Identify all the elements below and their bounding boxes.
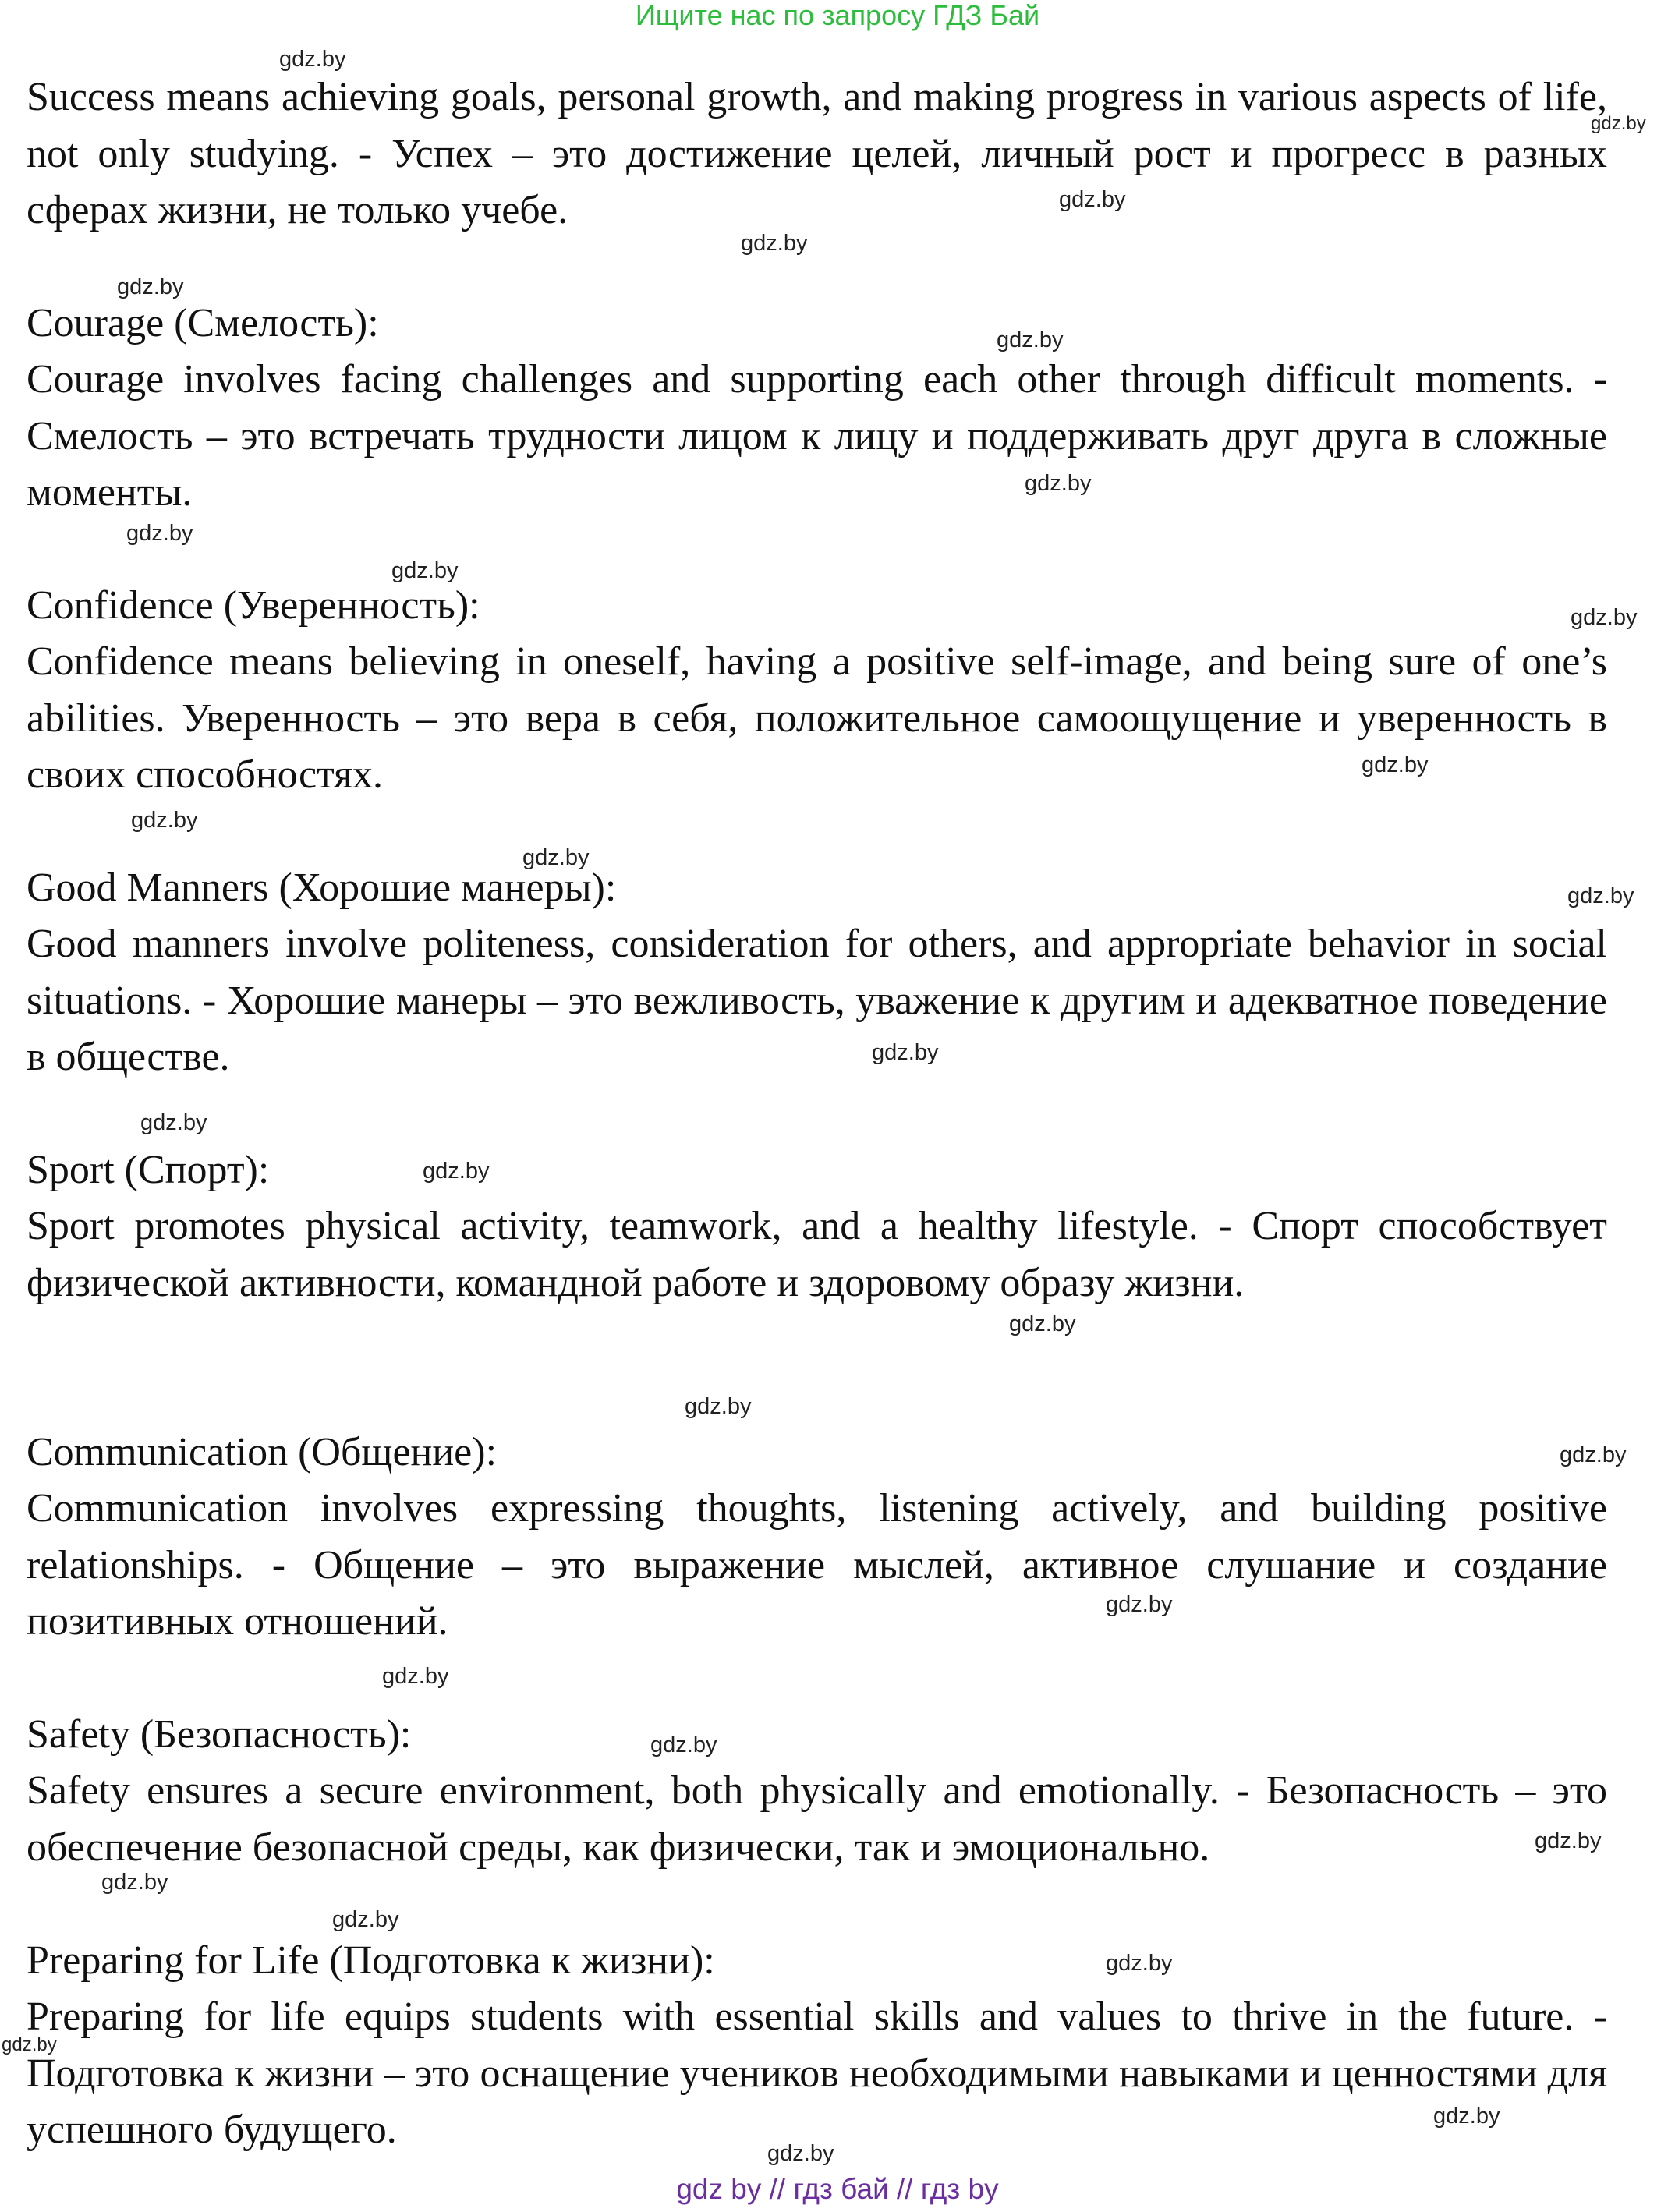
watermark: gdz.by [1059, 187, 1126, 212]
watermark: gdz.by [423, 1159, 490, 1184]
watermark: gdz.by [1567, 883, 1634, 908]
confidence-paragraph: Confidence means believing in oneself, having a positive self-image, and being sure of one’s abilities. Уверенность – это вера в себя, положительное самоощущение и уверенность в своих способностях. [27, 639, 1607, 797]
watermark: gdz.by [1106, 1951, 1173, 1976]
watermark: gdz.by [1025, 471, 1092, 496]
watermark: gdz.by [117, 274, 184, 299]
watermark: gdz.by [1362, 752, 1429, 777]
watermark: gdz.by [126, 521, 193, 546]
good-manners-paragraph: Good manners involve politeness, consideration for others, and appropriate behavior in social situations. - Хорошие манеры – это вежливость, уважение к другим и адекватное поведение в обществе. [27, 922, 1607, 1079]
watermark: gdz.by [1571, 605, 1638, 630]
site-footer-links[interactable]: gdz by // гдз бай // гдз by [676, 2173, 999, 2205]
watermark: gdz.by [131, 808, 198, 833]
watermark: gdz.by [685, 1394, 752, 1419]
watermark: gdz.by [382, 1664, 449, 1689]
safety-paragraph: Safety ensures a secure environment, both physically and emotionally. - Безопасность – это обеспечение безопасной среды, как физически, так и эмоционально. [27, 1768, 1607, 1870]
watermark: gdz.by [650, 1732, 717, 1757]
watermark: gdz.by [1106, 1592, 1173, 1617]
watermark: gdz.by [522, 845, 590, 870]
success-paragraph: Success means achieving goals, personal growth, and making progress in various aspects of life, not only studying. - Успех – это достижение целей, личный рост и прогресс в разных сферах жизни, не только учебе. [27, 75, 1607, 232]
safety-heading: Safety (Безопасность): [27, 1712, 412, 1757]
watermark: gdz.by [741, 231, 808, 256]
good-manners-heading: Good Manners (Хорошие манеры): [27, 865, 617, 910]
watermark: gdz.by [332, 1907, 399, 1932]
communication-paragraph: Communication involves expressing thoughts, listening actively, and building positive relationships. - Общение – это выражение мыслей, активное слушание и создание позитивных отношений. [27, 1486, 1607, 1644]
watermark: gdz.by [140, 1110, 207, 1135]
communication-heading: Communication (Общение): [27, 1430, 498, 1474]
confidence-heading: Confidence (Уверенность): [27, 583, 480, 628]
preparing-for-life-paragraph: Preparing for life equips students with essential skills and values to thrive in the future. - Подготовка к жизни – это оснащение учеников необходимыми навыками и ценностями для успешного будущего. [27, 1994, 1607, 2152]
watermark: gdz.by [872, 1040, 939, 1065]
watermark: gdz.by [391, 558, 459, 583]
courage-paragraph: Courage involves facing challenges and supporting each other through difficult moments. - Смелость – это встречать трудности лицом к лицу и поддерживать друг друга в сложные моменты. [27, 357, 1607, 515]
watermark: gdz.by [1591, 113, 1646, 134]
sport-heading: Sport (Спорт): [27, 1148, 270, 1192]
watermark: gdz.by [2, 2034, 57, 2055]
watermark: gdz.by [767, 2141, 834, 2166]
courage-heading: Courage (Смелость): [27, 301, 379, 345]
watermark: gdz.by [1433, 2104, 1500, 2129]
watermark: gdz.by [101, 1870, 168, 1895]
site-banner[interactable]: Ищите нас по запросу ГДЗ Бай [635, 0, 1040, 31]
sport-paragraph: Sport promotes physical activity, teamwork, and a healthy lifestyle. - Спорт способствует физической активности, командной работе и здоровому образу жизни. [27, 1204, 1607, 1305]
watermark: gdz.by [1009, 1311, 1076, 1336]
watermark: gdz.by [1560, 1442, 1627, 1467]
watermark: gdz.by [997, 327, 1064, 352]
preparing-for-life-heading: Preparing for Life (Подготовка к жизни): [27, 1938, 715, 1983]
watermark: gdz.by [279, 47, 346, 72]
watermark: gdz.by [1535, 1828, 1602, 1853]
